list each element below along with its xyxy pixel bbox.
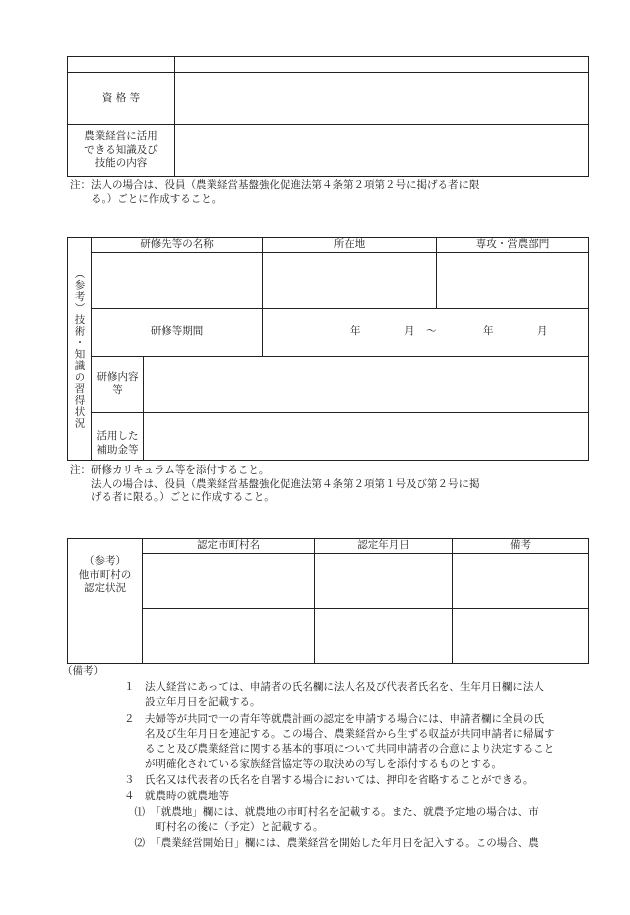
- qualification-label: 資 格 等: [68, 73, 175, 125]
- knowledge-skill-value-cell[interactable]: [175, 125, 589, 177]
- remarks-line: 設立年月日を記載する。: [124, 696, 261, 708]
- note-line: る。）ごとに作成すること。: [70, 192, 223, 205]
- municipality-name-cell[interactable]: [143, 608, 315, 663]
- remarks-line: が明確化されている家族経営協定等の取決めの写しを添付するものとする。: [124, 758, 502, 770]
- certification-date-cell[interactable]: [315, 608, 453, 663]
- location-cell[interactable]: [263, 252, 437, 308]
- remarks-line: １ 法人経営にあっては、申請者の氏名欄に法人名及び代表者氏名を、生年月日欄に法人: [124, 681, 544, 693]
- note-line: げる者に限る。）ごとに作成すること。: [70, 491, 275, 503]
- training-content-label: 研修内容等: [92, 356, 144, 412]
- remarks-line: ⑵ 「農業経営開始日」欄には、農業経営を開始した年月日を記入する。この場合、農: [124, 837, 539, 849]
- remarks-header: 備考: [453, 539, 589, 554]
- period-month-2: 月: [537, 325, 548, 338]
- training-table: [67, 237, 589, 461]
- remarks-line: ３ 氏名又は代表者の氏名を自署する場合においては、押印を省略することができる。: [124, 774, 534, 786]
- table1-note: [70, 179, 480, 206]
- training-institution-header: 研修先等の名称: [92, 238, 263, 253]
- table-row: [68, 252, 589, 308]
- table-row: [68, 57, 589, 73]
- training-content-cell[interactable]: [144, 356, 589, 412]
- period-year-2: 年: [483, 325, 494, 338]
- table-row: [68, 539, 589, 554]
- side-label: （参考）技術・知識の習得状況: [73, 268, 86, 430]
- remarks-line: ⑴ 「就農地」欄には、就農地の市町村名を記載する。また、就農予定地の場合は、市: [124, 806, 539, 818]
- side-label-cell: [68, 238, 92, 461]
- remarks-line: 名及び生年月日を連記する。この場合、農業経営から生ずる収益が共同申請者に帰属す: [124, 728, 555, 740]
- certification-date-header: 認定年月日: [315, 539, 453, 554]
- subsidy-cell[interactable]: [144, 412, 589, 460]
- other-municipality-label: [68, 539, 143, 664]
- blank-value-cell[interactable]: [175, 57, 589, 73]
- note-line: 法人の場合は、役員（農業経営基盤強化促進法第４条第２項第１号及び第２号に掲: [70, 477, 480, 490]
- remarks-line: 町村名の後に（予定）と記載する。: [124, 821, 324, 833]
- training-institution-cell[interactable]: [92, 252, 263, 308]
- remarks-cell[interactable]: [453, 608, 589, 663]
- remarks-line: ４ 就農時の就農地等: [124, 790, 229, 802]
- qualification-value-cell[interactable]: [175, 73, 589, 125]
- municipality-name-cell[interactable]: [143, 553, 315, 608]
- note-line: 注：研修カリキュラム等を添付すること。: [70, 464, 270, 476]
- table-row: [68, 308, 589, 356]
- table-row: [68, 238, 589, 253]
- knowledge-skill-label-line: 農業経営に活用: [84, 130, 158, 143]
- major-cell[interactable]: [437, 252, 589, 308]
- table2-note: [70, 464, 480, 505]
- knowledge-skill-label-line: できる知識及び: [84, 143, 158, 156]
- training-period-label: 研修等期間: [92, 308, 263, 356]
- qualification-table: [67, 56, 589, 177]
- subsidy-label-line: 補助金等: [96, 444, 139, 456]
- subsidy-label-line: 活用した: [96, 430, 139, 443]
- blank-label-cell: [68, 57, 175, 73]
- remarks-title: （備考）: [62, 665, 104, 677]
- remarks-cell[interactable]: [453, 553, 589, 608]
- major-header: 専攻・営農部門: [437, 238, 589, 253]
- period-month-1: 月: [404, 325, 415, 338]
- location-header: 所在地: [263, 238, 437, 253]
- remarks-line: ２ 夫婦等が共同で一の青年等就農計画の認定を申請する場合には、申請者欄に全員の氏: [124, 713, 544, 725]
- other-municipality-label-line: （参考）: [84, 555, 126, 567]
- period-year-1: 年: [350, 325, 361, 338]
- table-row: [68, 125, 589, 177]
- other-municipality-table: [67, 538, 589, 664]
- table-row: [68, 608, 589, 663]
- other-municipality-label-line: 他市町村の: [78, 568, 132, 581]
- municipality-name-header: 認定市町村名: [143, 539, 315, 554]
- note-line: 注：法人の場合は、役員（農業経営基盤強化促進法第４条第２項第２号に掲げる者に限: [70, 179, 480, 191]
- period-tilde: ～: [426, 325, 437, 338]
- table-row: [68, 412, 589, 460]
- remarks-line: ること及び農業経営に関する基本的事項について共同申請者の合意により決定すること: [124, 743, 555, 755]
- knowledge-skill-label: [68, 125, 175, 177]
- table-row: [68, 553, 589, 608]
- certification-date-cell[interactable]: [315, 553, 453, 608]
- subsidy-label: [92, 412, 144, 460]
- training-period-value[interactable]: [263, 308, 589, 356]
- knowledge-skill-label-line: 技能の内容: [94, 157, 148, 170]
- table-row: [68, 356, 589, 412]
- table-row: [68, 73, 589, 125]
- other-municipality-label-line: 認定状況: [84, 582, 126, 595]
